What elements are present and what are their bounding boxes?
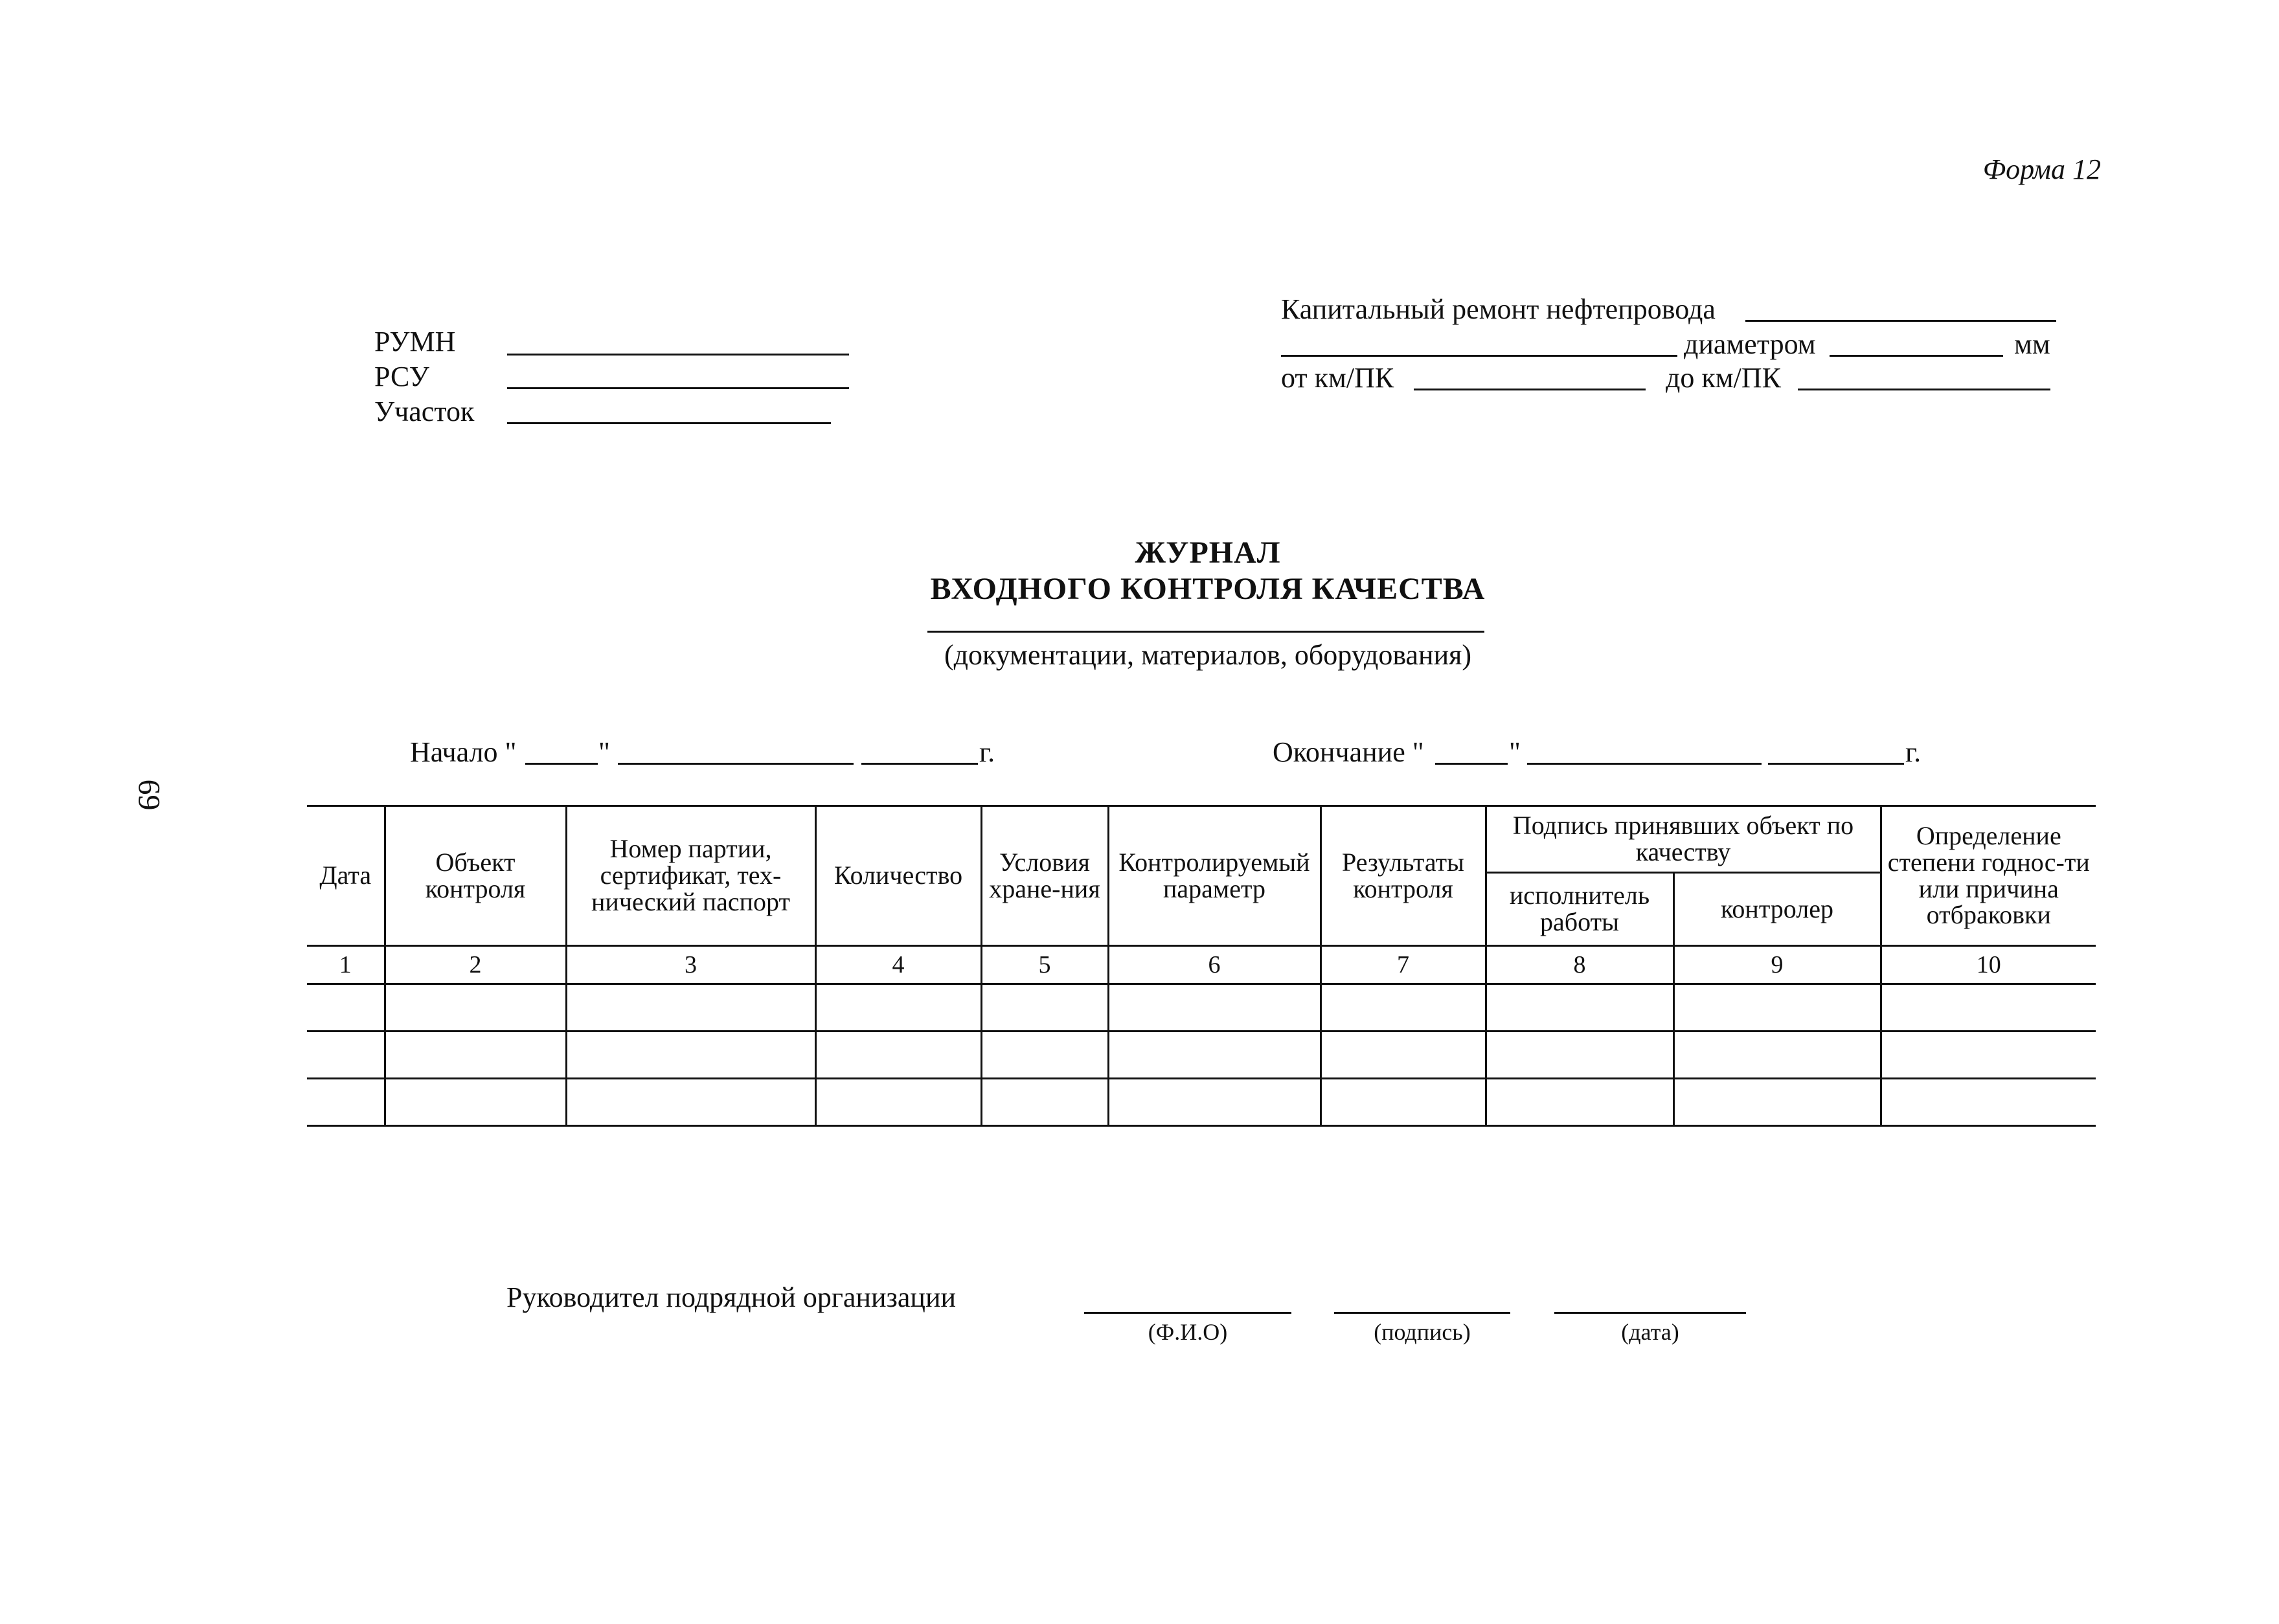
rsu-field-line [507, 387, 849, 389]
table-row [307, 1032, 2096, 1079]
diameter-field-line [1830, 355, 2003, 357]
header-parameter: Контролируемый параметр [1108, 806, 1321, 946]
signature-line [1334, 1312, 1510, 1314]
rumn-field-line [507, 354, 849, 355]
table-cell[interactable] [1321, 984, 1486, 1032]
journal-subtitle-bold: ВХОДНОГО КОНТРОЛЯ КАЧЕСТВА [930, 572, 1486, 606]
table-cell[interactable] [307, 984, 385, 1032]
page-number: 69 [131, 779, 166, 811]
table-cell[interactable] [1108, 1032, 1321, 1079]
table-row [307, 984, 2096, 1032]
header-batch: Номер партии, сертификат, тех-нический паспорт [566, 806, 815, 946]
column-number: 10 [1881, 946, 2096, 984]
table-cell[interactable] [981, 1079, 1108, 1126]
journal-type-caption: (документации, материалов, оборудования) [944, 639, 1472, 671]
table-cell[interactable] [815, 1079, 981, 1126]
table-cell[interactable] [385, 1079, 566, 1126]
start-month-line [618, 763, 854, 765]
header-results: Результаты контроля [1321, 806, 1486, 946]
column-number: 8 [1486, 946, 1673, 984]
end-year-line [1768, 763, 1904, 765]
column-number: 9 [1673, 946, 1881, 984]
column-number: 6 [1108, 946, 1321, 984]
end-label: Окончание " [1273, 736, 1424, 768]
column-number: 4 [815, 946, 981, 984]
header-controller: контролер [1673, 873, 1881, 946]
table-cell[interactable] [1881, 1079, 2096, 1126]
table-cell[interactable] [1673, 1032, 1881, 1079]
table-cell[interactable] [566, 984, 815, 1032]
table-cell[interactable] [1673, 984, 1881, 1032]
table-cell[interactable] [385, 984, 566, 1032]
header-object: Объект контроля [385, 806, 566, 946]
start-label: Начало " [410, 736, 517, 768]
table-row [307, 1079, 2096, 1126]
column-number: 7 [1321, 946, 1486, 984]
header-storage: Условия хране-ния [981, 806, 1108, 946]
header-quantity: Количество [815, 806, 981, 946]
start-quote-close: " [598, 736, 610, 768]
date-line [1554, 1312, 1746, 1314]
end-day-line [1435, 763, 1508, 765]
table-cell[interactable] [1881, 984, 2096, 1032]
journal-table [307, 805, 2096, 1127]
table-cell[interactable] [1881, 1032, 2096, 1079]
start-year-line [861, 763, 978, 765]
date-caption: (дата) [1621, 1319, 1679, 1345]
table-cell[interactable] [981, 984, 1108, 1032]
end-quote-close: " [1509, 736, 1521, 768]
column-number: 2 [385, 946, 566, 984]
table-cell[interactable] [566, 1079, 815, 1126]
table-cell[interactable] [566, 1032, 815, 1079]
end-month-line [1527, 763, 1762, 765]
header-executor: исполнитель работы [1486, 873, 1673, 946]
table-cell[interactable] [1108, 984, 1321, 1032]
fio-line [1084, 1312, 1291, 1314]
table-cell[interactable] [815, 1032, 981, 1079]
from-km-label: от км/ПК [1281, 362, 1394, 394]
table-cell[interactable] [307, 1032, 385, 1079]
table-cell[interactable] [1673, 1079, 1881, 1126]
table-cell[interactable] [1486, 1079, 1673, 1126]
table-cell[interactable] [307, 1079, 385, 1126]
journal-title: ЖУРНАЛ [1135, 536, 1281, 570]
form-number: Форма 12 [1982, 153, 2101, 185]
end-year-suffix: г. [1905, 736, 1922, 768]
table-cell[interactable] [981, 1032, 1108, 1079]
diameter-label: диаметром [1684, 328, 1816, 360]
column-number: 5 [981, 946, 1108, 984]
table-cell[interactable] [815, 984, 981, 1032]
org-label-rumn: РУМН [374, 326, 456, 357]
journal-type-line [927, 631, 1484, 633]
header-date: Дата [307, 806, 385, 946]
table-cell[interactable] [385, 1032, 566, 1079]
org-label-section: Участок [374, 396, 475, 427]
table-cell[interactable] [1321, 1032, 1486, 1079]
diameter-unit: мм [2014, 328, 2050, 360]
org-label-rsu: РСУ [374, 361, 429, 392]
table-cell[interactable] [1486, 1032, 1673, 1079]
to-km-label: до км/ПК [1666, 362, 1781, 394]
pipeline-field-line [1745, 320, 2056, 322]
pipeline-name-line-2 [1281, 355, 1677, 357]
start-day-line [525, 763, 598, 765]
table-cell[interactable] [1108, 1079, 1321, 1126]
section-field-line [507, 422, 831, 424]
signature-caption: (подпись) [1374, 1319, 1471, 1345]
column-number: 1 [307, 946, 385, 984]
signatory-label: Руководител подрядной организации [506, 1281, 957, 1313]
fio-caption: (Ф.И.О) [1148, 1319, 1228, 1345]
start-year-suffix: г. [979, 736, 995, 768]
column-number: 3 [566, 946, 815, 984]
repair-label: Капитальный ремонт нефтепровода [1281, 293, 1716, 325]
to-km-field-line [1798, 389, 2050, 390]
table-cell[interactable] [1486, 984, 1673, 1032]
header-signatures-group: Подпись принявших объект по качеству [1486, 806, 1881, 873]
header-fitness: Определение степени годнос-ти или причина отбраковки [1881, 806, 2096, 946]
from-km-field-line [1414, 389, 1646, 390]
table-cell[interactable] [1321, 1079, 1486, 1126]
